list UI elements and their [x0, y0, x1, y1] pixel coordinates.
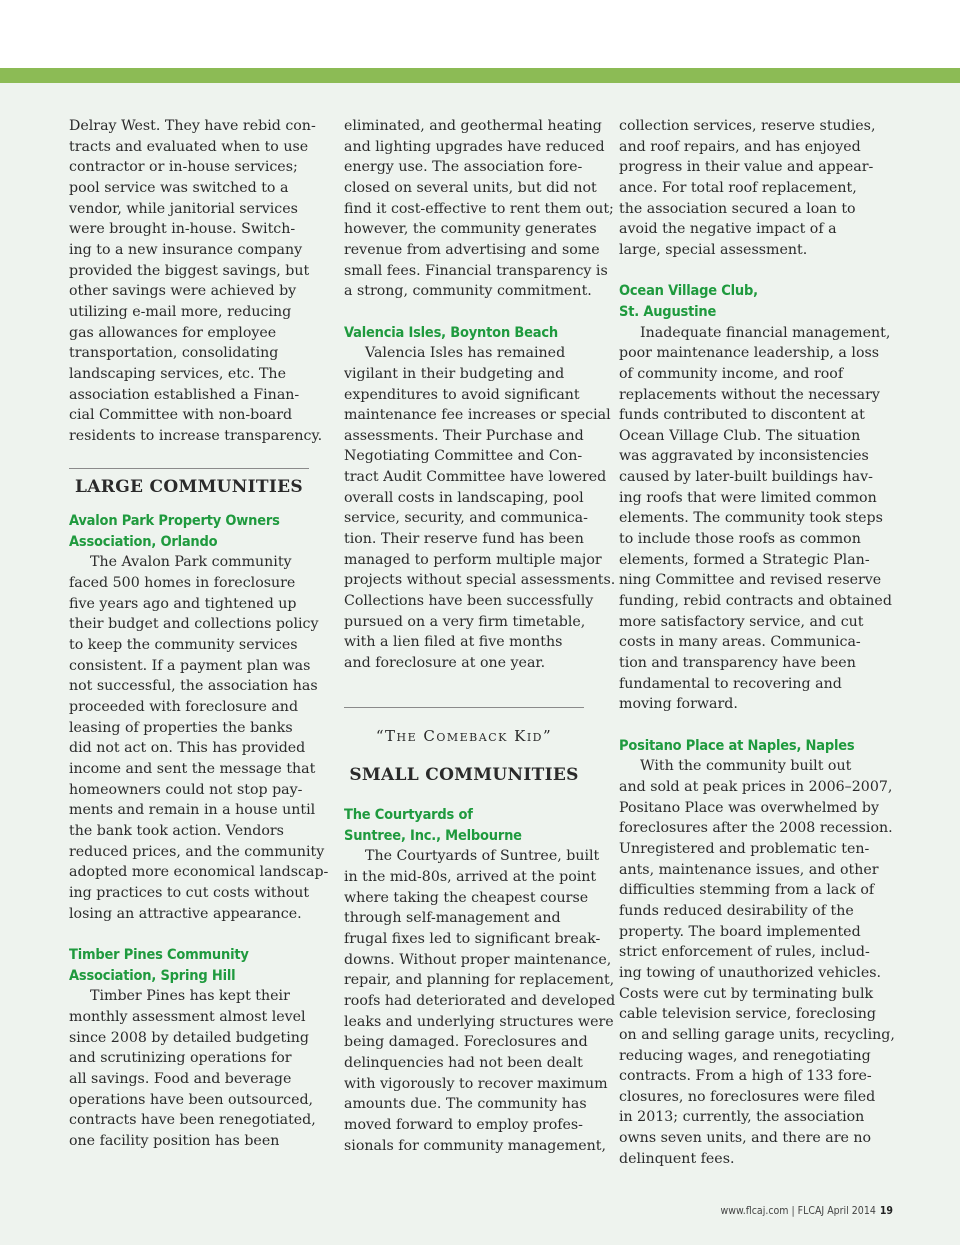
text-line: revenue from advertising and some	[344, 241, 600, 258]
timber-pines-body	[69, 986, 316, 1151]
text-line: Association, Orlando	[69, 533, 218, 550]
text-line: downs. Without proper maintenance,	[344, 951, 612, 968]
small-communities-title: SMALL COMMUNITIES	[349, 765, 579, 786]
text-line: large, special assessment.	[619, 241, 808, 258]
text-line: and lighting upgrades have reduced	[344, 138, 605, 155]
text-line: of community income, and roof	[619, 365, 844, 382]
text-line: property. The board implemented	[619, 923, 861, 940]
text-line: being damaged. Foreclosures and	[344, 1034, 588, 1051]
text-line: cial Committee with non-board	[69, 407, 293, 424]
text-line: one facility position has been	[69, 1132, 280, 1149]
text-line: faced 500 homes in foreclosure	[69, 575, 296, 592]
text-line: St. Augustine	[619, 303, 717, 320]
text-line: ance. For total roof replacement,	[619, 179, 857, 196]
column-1	[69, 116, 329, 1151]
text-line: roofs had deteriorated and developed	[344, 992, 616, 1009]
text-line: fundamental to recovering and	[619, 675, 842, 692]
text-line: With the community built out	[640, 758, 852, 775]
text-line: ing roofs that were limited common	[619, 489, 877, 506]
text-line: reduced prices, and the community	[69, 843, 325, 860]
text-line: overall costs in landscaping, pool	[344, 489, 584, 506]
text-line: funding, rebid contracts and obtained	[619, 593, 892, 610]
text-line: with vigorously to recover maximum	[344, 1075, 608, 1092]
col2-intro	[344, 116, 614, 302]
positano-place-heading: Positano Place at Naples, Naples	[619, 737, 855, 754]
text-line: energy use. The association fore-	[344, 159, 583, 176]
text-line: contracts. From a high of 133 fore-	[619, 1068, 872, 1085]
text-line: vigilant in their budgeting and	[344, 365, 565, 382]
text-line: Delray West. They have rebid con-	[69, 118, 316, 134]
text-line: leaks and underlying structures were	[344, 1013, 614, 1030]
text-line: consistent. If a payment plan was	[69, 657, 311, 674]
text-line: Timber Pines has kept their	[90, 988, 290, 1005]
text-line: Valencia Isles has remained	[365, 345, 566, 362]
text-line: pool service was switched to a	[69, 179, 289, 196]
text-line: moving forward.	[619, 696, 738, 713]
text-line: a strong, community commitment.	[344, 283, 592, 300]
text-line: adopted more economical landscap-	[69, 864, 329, 881]
text-line: however, the community generates	[344, 221, 597, 238]
text-line: contractor or in-house services;	[69, 159, 298, 176]
text-line: in the mid-80s, arrived at the point	[344, 868, 597, 885]
valencia-isles-heading: Valencia Isles, Boynton Beach	[344, 324, 558, 341]
text-line: eliminated, and geothermal heating	[344, 118, 602, 134]
footer-url-issue: www.flcaj.com | FLCAJ April 2014	[720, 1205, 876, 1217]
text-line: to keep the community services	[69, 637, 298, 654]
text-line: Timber Pines Community	[69, 946, 249, 963]
text-line: closed on several units, but did not	[344, 179, 597, 196]
text-line: not successful, the association has	[69, 678, 318, 695]
text-line: projects without special assessments.	[344, 572, 616, 589]
text-line: ning Committee and revised reserve	[619, 572, 882, 589]
text-line: Avalon Park Property Owners	[69, 513, 280, 530]
ocean-village-body	[619, 323, 892, 715]
text-line: Suntree, Inc., Melbourne	[344, 827, 522, 844]
text-line: Costs were cut by terminating bulk	[619, 985, 874, 1002]
text-line: expenditures to avoid significant	[344, 386, 580, 403]
text-line: other savings were achieved by	[69, 283, 297, 300]
text-line: the bank took action. Vendors	[69, 823, 284, 839]
text-line: small fees. Financial transparency is	[344, 262, 608, 279]
text-line: moved forward to employ profes-	[344, 1116, 583, 1133]
text-line: sionals for community management,	[344, 1137, 606, 1154]
large-communities-title: LARGE COMMUNITIES	[75, 476, 303, 497]
text-line: to include those roofs as common	[619, 531, 861, 548]
column-3	[619, 116, 895, 1169]
text-line: frugal fixes led to significant break-	[344, 930, 601, 947]
text-line: tracts and evaluated when to use	[69, 138, 309, 155]
text-line: tion. Their reserve fund has been	[344, 531, 584, 548]
text-line: through self-management and	[344, 910, 561, 927]
text-line: with a lien filed at five months	[344, 634, 563, 651]
text-line: ants, maintenance issues, and other	[619, 861, 879, 878]
text-line: service, security, and communica-	[344, 510, 588, 527]
page-number: 19	[879, 1205, 893, 1217]
text-line: Unregistered and problematic ten-	[619, 840, 870, 857]
text-line: operations have been outsourced,	[69, 1091, 314, 1108]
text-line: proceeded with foreclosure and	[69, 699, 299, 716]
text-line: owns seven units, and there are no	[619, 1130, 872, 1147]
text-line: association established a Finan-	[69, 386, 300, 403]
text-line: avoid the negative impact of a	[619, 221, 837, 238]
text-line: ing practices to cut costs without	[69, 884, 310, 901]
ocean-village-heading	[619, 281, 863, 322]
text-line: The Courtyards of	[344, 807, 473, 824]
text-line: Ocean Village Club,	[619, 283, 758, 300]
text-line: on and selling garage units, recycling,	[619, 1026, 895, 1043]
text-line: residents to increase transparency.	[69, 427, 323, 444]
text-line: delinquencies had not been dealt	[344, 1054, 583, 1071]
text-line: provided the biggest savings, but	[69, 262, 310, 279]
text-line: The Courtyards of Suntree, built	[365, 848, 600, 865]
text-line: and scrutinizing operations for	[69, 1050, 292, 1067]
text-line: costs in many areas. Communica-	[619, 634, 861, 651]
text-line: homeowners could not stop pay-	[69, 781, 303, 798]
text-line: transportation, consolidating	[69, 345, 279, 362]
text-line: losing an attractive appearance.	[69, 905, 302, 922]
text-line: poor maintenance leadership, a loss	[619, 345, 880, 362]
text-line: tion and transparency have been	[619, 655, 856, 672]
text-line: monthly assessment almost level	[69, 1008, 306, 1025]
text-line: ments and remain in a house until	[69, 802, 316, 819]
text-line: strict enforcement of rules, includ-	[619, 944, 870, 961]
text-line: did not act on. This has provided	[69, 740, 306, 757]
text-line: repair, and planning for replacement,	[344, 972, 615, 989]
text-line: caused by later-built buildings hav-	[619, 469, 873, 486]
text-line: was aggravated by inconsistencies	[619, 448, 869, 465]
text-line: gas allowances for employee	[69, 324, 277, 341]
text-line: foreclosures after the 2008 recession.	[619, 820, 893, 837]
text-line: utilizing e-mail more, reducing	[69, 303, 292, 320]
timber-pines-heading	[69, 945, 309, 986]
text-line: elements, formed a Strategic Plan-	[619, 551, 870, 568]
text-line: five years ago and tightened up	[69, 595, 297, 612]
text-line: funds contributed to discontent at	[619, 407, 865, 424]
text-line: and sold at peak prices in 2006–2007,	[619, 778, 893, 795]
text-line: more satisfactory service, and cut	[619, 613, 864, 630]
text-line: their budget and collections policy	[69, 616, 319, 633]
column-2	[344, 116, 616, 1156]
valencia-isles-body	[344, 343, 616, 674]
col3-intro	[619, 116, 876, 261]
text-line: vendor, while janitorial services	[69, 200, 298, 217]
text-line: leasing of properties the banks	[69, 719, 293, 736]
text-line: reducing wages, and renegotiating	[619, 1047, 871, 1064]
text-line: since 2008 by detailed budgeting	[69, 1029, 309, 1046]
text-line: assessments. Their Purchase and	[344, 427, 584, 444]
text-line: elements. The community took steps	[619, 510, 883, 527]
text-line: and roof repairs, and has enjoyed	[619, 138, 861, 155]
text-line: Negotiating Committee and Con-	[344, 448, 583, 465]
text-line: where taking the cheapest course	[344, 889, 589, 906]
text-line: maintenance fee increases or special	[344, 407, 611, 424]
text-line: managed to perform multiple major	[344, 551, 602, 568]
text-line: tract Audit Committee have lowered	[344, 469, 607, 486]
text-line: ing to a new insurance company	[69, 241, 303, 258]
text-line: and foreclosure at one year.	[344, 655, 546, 672]
courtyards-heading	[344, 805, 584, 846]
text-line: income and sent the message that	[69, 761, 316, 778]
page-top-margin	[0, 0, 960, 68]
text-line: Inadequate financial management,	[640, 324, 891, 341]
text-line: the association secured a loan to	[619, 200, 856, 217]
courtyards-body	[344, 846, 616, 1156]
text-line: amounts due. The community has	[344, 1096, 587, 1113]
text-line: The Avalon Park community	[90, 554, 292, 571]
text-line: progress in their value and appear-	[619, 159, 874, 176]
avalon-park-body	[69, 552, 329, 924]
text-line: closures, no foreclosures were filed	[619, 1088, 876, 1105]
text-line: cable television service, foreclosing	[619, 1006, 876, 1023]
page-footer	[721, 1205, 893, 1217]
text-line: Positano Place was overwhelmed by	[619, 799, 879, 816]
avalon-park-heading	[69, 511, 309, 552]
header-accent-bar	[0, 68, 960, 83]
text-line: Ocean Village Club. The situation	[619, 427, 861, 444]
text-line: Association, Spring Hill	[69, 967, 236, 984]
text-line: Collections have been successfully	[344, 593, 594, 610]
text-line: ing towing of unauthorized vehicles.	[619, 964, 882, 981]
text-line: in 2013; currently, the association	[619, 1109, 865, 1126]
text-line: pursued on a very firm timetable,	[344, 613, 586, 630]
text-line: funds reduced desirability of the	[619, 902, 854, 919]
text-line: delinquent fees.	[619, 1150, 735, 1167]
text-line: difficulties stemming from a lack of	[619, 882, 875, 899]
col1-intro	[69, 116, 323, 447]
positano-place-body	[619, 756, 895, 1169]
text-line: contracts have been renegotiated,	[69, 1112, 316, 1129]
text-line: were brought in-house. Switch-	[69, 221, 296, 238]
text-line: landscaping services, etc. The	[69, 365, 286, 382]
comeback-kid-title: “The Comeback Kid”	[375, 726, 553, 745]
text-line: collection services, reserve studies,	[619, 118, 876, 134]
text-line: replacements without the necessary	[619, 386, 880, 403]
text-line: find it cost-effective to rent them out;	[344, 200, 614, 217]
text-line: all savings. Food and beverage	[69, 1070, 292, 1087]
